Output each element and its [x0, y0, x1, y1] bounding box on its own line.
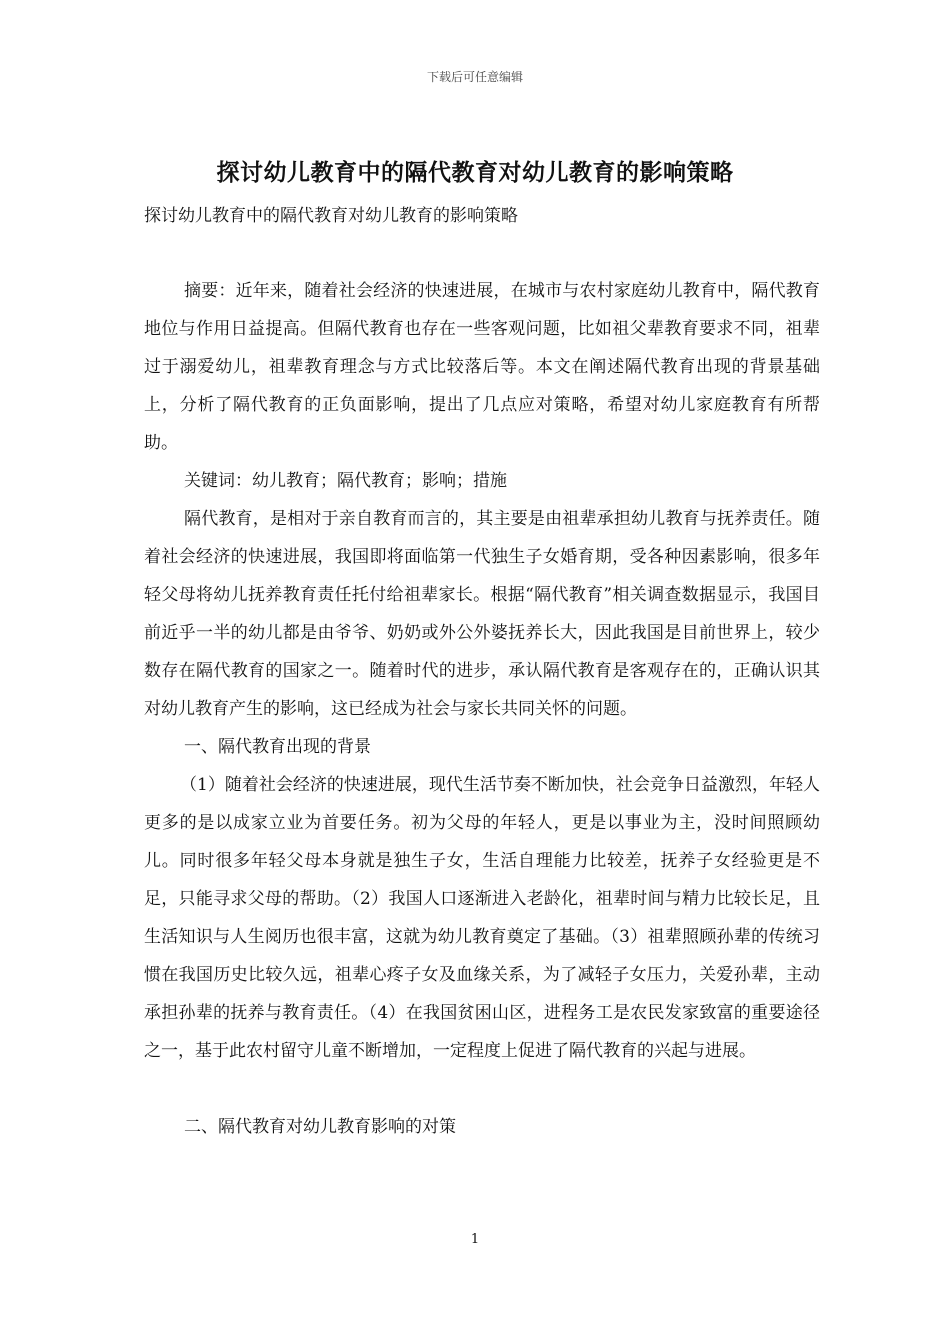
- section-heading-1: 一、隔代教育出现的背景: [184, 737, 371, 757]
- background-paragraph: （1）随着社会经济的快速进展，现代生活节奏不断加快，社会竞争日益激烈，年轻人更多的是以成家立业为首要任务。初为父母的年轻人，更是以事业为主，没时间照顾幼儿。同时很多年轻父母本身就是独生子女，生活自理能力比较差，抚养子女经验更是不足，只能寻求父母的帮助。（2）我国人口逐渐进入老龄化，祖辈时间与精力比较长足，且生活知识与人生阅历也很丰富，这就为幼儿教育奠定了基础。（3）祖辈照顾孙辈的传统习惯在我国历史比较久远，祖辈心疼子女及血缘关系，为了减轻子女压力，关爱孙辈，主动承担孙辈的抚养与教育责任。（4）在我国贫困山区，进程务工是农民发家致富的重要途径之一，基于此农村留守儿童不断增加，一定程度上促进了隔代教育的兴起与进展。: [144, 775, 820, 1061]
- keywords-paragraph: 关键词：幼儿教育；隔代教育；影响；措施: [184, 471, 507, 491]
- document-subtitle: 探讨幼儿教育中的隔代教育对幼儿教育的影响策略: [144, 206, 518, 226]
- document-title: 探讨幼儿教育中的隔代教育对幼儿教育的影响策略: [216, 159, 734, 186]
- spacer: [144, 1070, 820, 1108]
- page-number: 1: [470, 1232, 480, 1247]
- header-note: 下载后可任意编辑: [426, 70, 523, 84]
- intro-paragraph: 隔代教育，是相对于亲自教育而言的，其主要是由祖辈承担幼儿教育与抚养责任。随着社会经济的快速进展，我国即将面临第一代独生子女婚育期，受各种因素影响，很多年轻父母将幼儿抚养教育责任托付给祖辈家长。根据“隔代教育”相关调查数据显示，我国目前近乎一半的幼儿都是由爷爷、奶奶或外公外婆抚养长大，因此我国是目前世界上，较少数存在隔代教育的国家之一。随着时代的进步，承认隔代教育是客观存在的，正确认识其对幼儿教育产生的影响，这已经成为社会与家长共同关怀的问题。: [144, 509, 820, 719]
- section-heading-2: 二、隔代教育对幼儿教育影响的对策: [184, 1117, 456, 1137]
- document-body: [144, 272, 820, 1146]
- abstract-paragraph: 摘要：近年来，随着社会经济的快速进展，在城市与农村家庭幼儿教育中，隔代教育地位与作用日益提高。但隔代教育也存在一些客观问题，比如祖父辈教育要求不同，祖辈过于溺爱幼儿，祖辈教育理念与方式比较落后等。本文在阐述隔代教育出现的背景基础上，分析了隔代教育的正负面影响，提出了几点应对策略，希望对幼儿家庭教育有所帮助。: [144, 281, 820, 453]
